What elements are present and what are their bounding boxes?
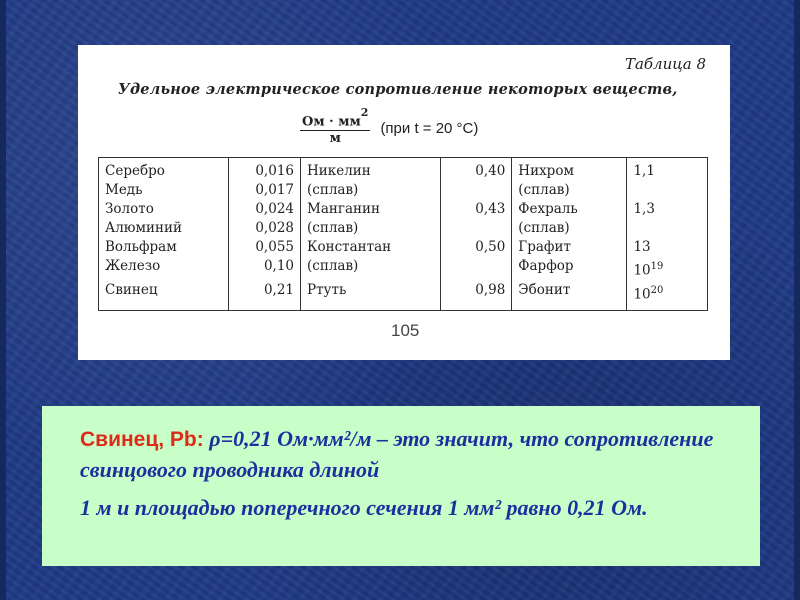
resistivity-value [441, 257, 512, 281]
resistivity-value: $10^{20}$ [627, 281, 708, 311]
table-number: Таблица 8 [624, 55, 706, 73]
substance-name: Медь [99, 181, 229, 200]
substance-name: (сплав) [301, 257, 441, 281]
substance-name: (сплав) [512, 181, 627, 200]
resistivity-table [98, 157, 708, 311]
resistivity-value: 0,028 [229, 219, 301, 238]
substance-name: Нихром [512, 158, 627, 182]
table-row [99, 219, 708, 238]
explanation-text-1: ρ=0,21 Ом·мм²/м – это значит, что сопротивление свинцового проводника длиной [80, 426, 714, 482]
resistivity-value: 0,024 [229, 200, 301, 219]
resistivity-value: 0,10 [229, 257, 301, 281]
slide-edge-right [794, 0, 800, 600]
resistivity-value: 0,21 [229, 281, 301, 311]
substance-name: Алюминий [99, 219, 229, 238]
substance-name: Фарфор [512, 257, 627, 281]
substance-name: Эбонит [512, 281, 627, 311]
substance-name: Свинец [99, 281, 229, 311]
substance-name: Фехраль [512, 200, 627, 219]
units-line [300, 106, 479, 146]
substance-name: Ртуть [301, 281, 441, 311]
table-title: Удельное электрическое сопротивление некоторых веществ, [118, 81, 678, 98]
resistivity-value: 0,055 [229, 238, 301, 257]
substance-name: (сплав) [301, 219, 441, 238]
table-row [99, 200, 708, 219]
table-row [99, 257, 708, 281]
substance-name: Никелин [301, 158, 441, 182]
resistivity-value: 0,43 [441, 200, 512, 219]
resistivity-value: 13 [627, 238, 708, 257]
substance-name: Золото [99, 200, 229, 219]
substance-name: Графит [512, 238, 627, 257]
table-row [99, 181, 708, 200]
substance-name: Вольфрам [99, 238, 229, 257]
substance-name: Железо [99, 257, 229, 281]
resistivity-value: 0,40 [441, 158, 512, 182]
resistivity-value: 0,016 [229, 158, 301, 182]
textbook-table-image [78, 45, 730, 360]
substance-name: Серебро [99, 158, 229, 182]
explanation-box [42, 406, 760, 566]
resistivity-value [441, 219, 512, 238]
substance-name: Константан [301, 238, 441, 257]
resistivity-value: 0,98 [441, 281, 512, 311]
temperature-condition: (при t = 20 °С) [380, 119, 479, 137]
resistivity-value: 0,017 [229, 181, 301, 200]
table-row [99, 281, 708, 311]
resistivity-value [441, 181, 512, 200]
substance-name: (сплав) [512, 219, 627, 238]
units-fraction [300, 106, 370, 146]
substance-name: Манганин [301, 200, 441, 219]
substance-name: (сплав) [301, 181, 441, 200]
explanation-text-2: 1 м и площадью поперечного сечения 1 мм² равно 0,21 Ом. [80, 495, 648, 520]
resistivity-value: 1,3 [627, 200, 708, 219]
resistivity-value [627, 219, 708, 238]
units-denominator: м [329, 130, 341, 146]
explanation-line-1 [80, 424, 738, 485]
resistivity-value: 1,1 [627, 158, 708, 182]
resistivity-value: $10^{19}$ [627, 257, 708, 281]
table-row [99, 158, 708, 182]
explanation-heading: Свинец, Pb: [80, 428, 204, 451]
resistivity-value: 0,50 [441, 238, 512, 257]
page-number: 105 [391, 321, 420, 340]
slide-edge-left [0, 0, 6, 600]
units-numerator: Ом · $мм^2$ [302, 106, 369, 130]
table-row [99, 238, 708, 257]
resistivity-value [627, 181, 708, 200]
